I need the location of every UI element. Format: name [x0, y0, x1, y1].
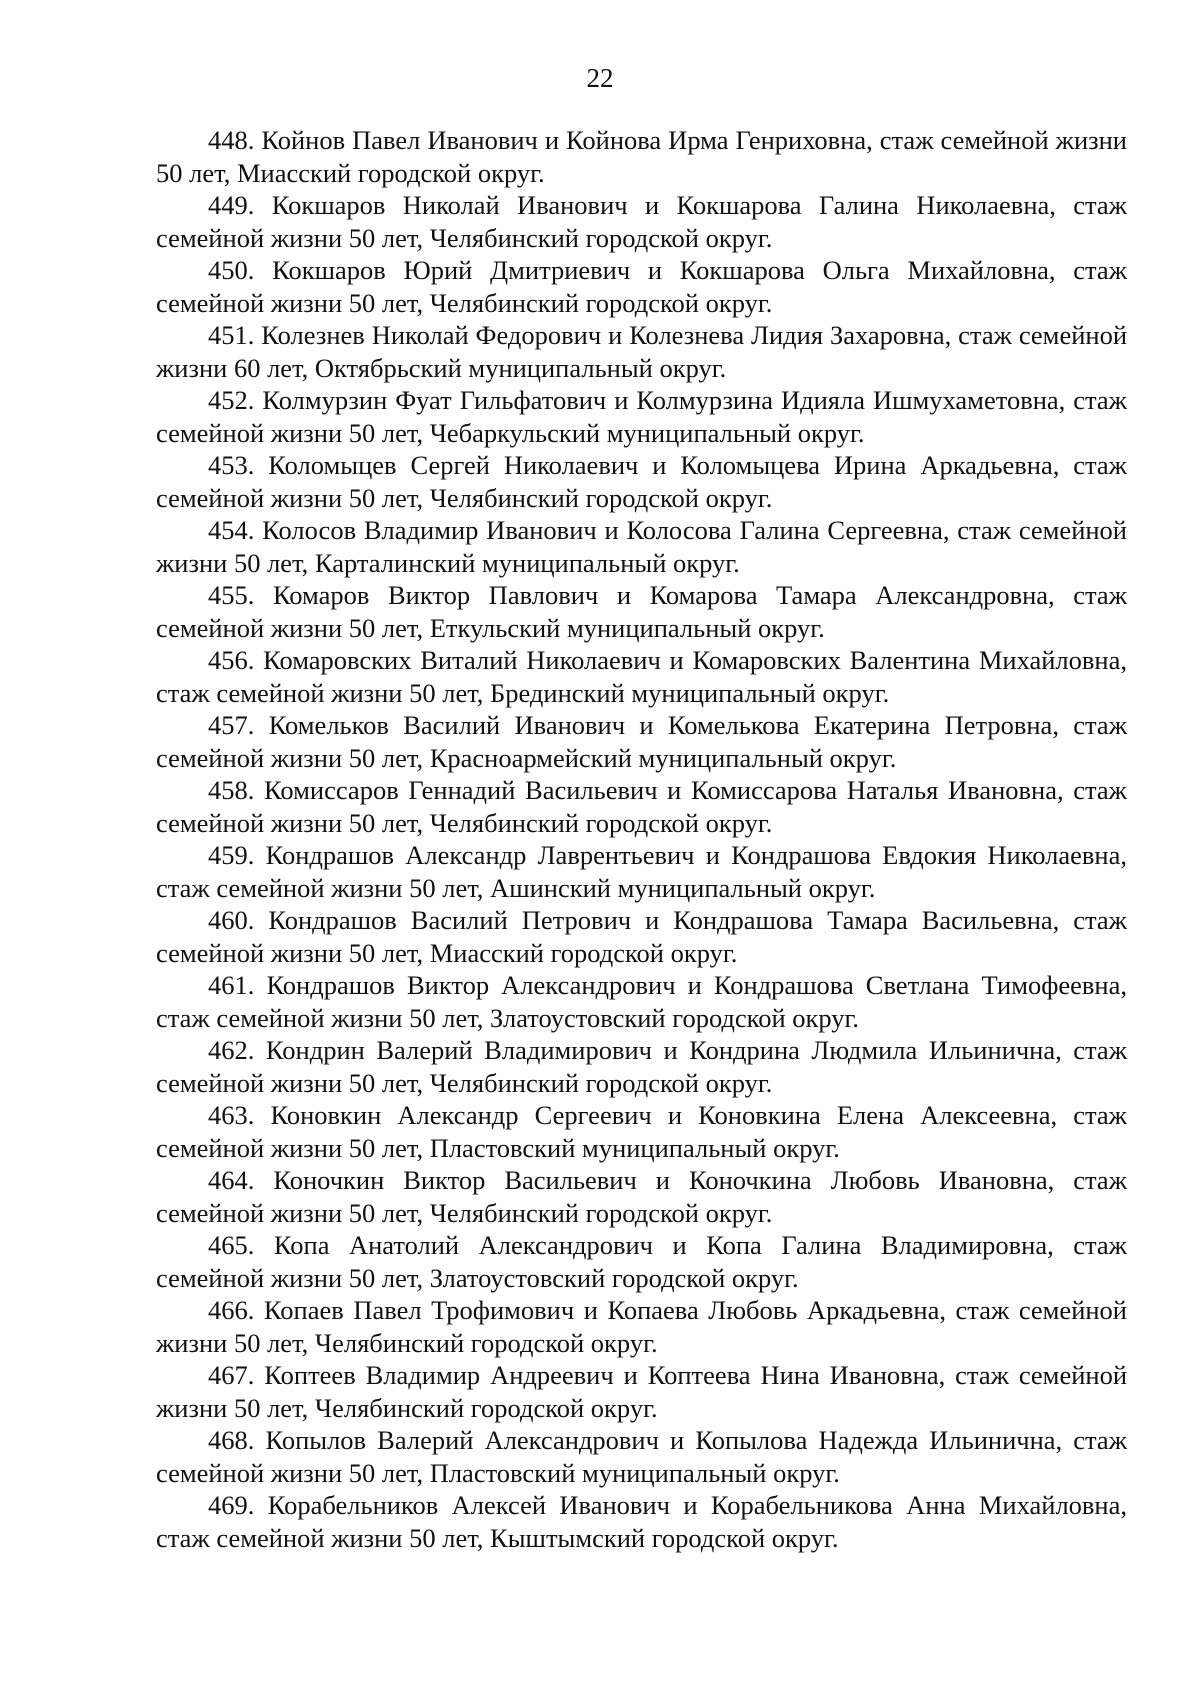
list-item: 468. Копылов Валерий Александрович и Копылова Надежда Ильинична, стаж семейной жизни 50 лет, Пластовский муниципальный округ. [156, 1425, 1127, 1488]
list-item: 466. Копаев Павел Трофимович и Копаева Любовь Аркадьевна, стаж семейной жизни 50 лет, Челябинский городской округ. [156, 1295, 1127, 1358]
list-item: 460. Кондрашов Василий Петрович и Кондрашова Тамара Васильевна, стаж семейной жизни 50 лет, Миасский городской округ. [156, 905, 1127, 968]
list-item: 461. Кондрашов Виктор Александрович и Кондрашова Светлана Тимофеевна, стаж семейной жизни 50 лет, Златоустовский городской округ. [156, 970, 1127, 1033]
list-item: 448. Койнов Павел Иванович и Койнова Ирма Генриховна, стаж семейной жизни 50 лет, Миасский городской округ. [156, 125, 1127, 188]
list-item: 464. Коночкин Виктор Васильевич и Коночкина Любовь Ивановна, стаж семейной жизни 50 лет, Челябинский городской округ. [156, 1165, 1127, 1228]
list-item: 462. Кондрин Валерий Владимирович и Кондрина Людмила Ильинична, стаж семейной жизни 50 лет, Челябинский городской округ. [156, 1035, 1127, 1098]
list-item: 454. Колосов Владимир Иванович и Колосова Галина Сергеевна, стаж семейной жизни 50 лет, Карталинский муниципальный округ. [156, 515, 1127, 578]
list-item: 451. Колезнев Николай Федорович и Колезнева Лидия Захаровна, стаж семейной жизни 60 лет, Октябрьский муниципальный округ. [156, 320, 1127, 383]
list-item: 450. Кокшаров Юрий Дмитриевич и Кокшарова Ольга Михайловна, стаж семейной жизни 50 лет, Челябинский городской округ. [156, 255, 1127, 318]
list-item: 463. Коновкин Александр Сергеевич и Коновкина Елена Алексеевна, стаж семейной жизни 50 лет, Пластовский муниципальный округ. [156, 1100, 1127, 1163]
list-item: 449. Кокшаров Николай Иванович и Кокшарова Галина Николаевна, стаж семейной жизни 50 лет, Челябинский городской округ. [156, 190, 1127, 253]
list-item: 452. Колмурзин Фуат Гильфатович и Колмурзина Идияла Ишмухаметовна, стаж семейной жизни 50 лет, Чебаркульский муниципальный округ. [156, 385, 1127, 448]
list-item: 457. Комельков Василий Иванович и Комелькова Екатерина Петровна, стаж семейной жизни 50 лет, Красноармейский муниципальный округ. [156, 710, 1127, 773]
list-item: 465. Копа Анатолий Александрович и Копа Галина Владимировна, стаж семейной жизни 50 лет, Златоустовский городской округ. [156, 1230, 1127, 1293]
list-item: 456. Комаровских Виталий Николаевич и Комаровских Валентина Михайловна, стаж семейной жизни 50 лет, Брединский муниципальный округ. [156, 645, 1127, 708]
page-number: 22 [586, 63, 614, 93]
list-item: 455. Комаров Виктор Павлович и Комарова Тамара Александровна, стаж семейной жизни 50 лет, Еткульский муниципальный округ. [156, 580, 1127, 643]
list-item: 467. Коптеев Владимир Андреевич и Коптеева Нина Ивановна, стаж семейной жизни 50 лет, Челябинский городской округ. [156, 1360, 1127, 1423]
list-item: 458. Комиссаров Геннадий Васильевич и Комиссарова Наталья Ивановна, стаж семейной жизни 50 лет, Челябинский городской округ. [156, 775, 1127, 838]
entry-list [156, 124, 1127, 1554]
list-item: 453. Коломыцев Сергей Николаевич и Коломыцева Ирина Аркадьевна, стаж семейной жизни 50 лет, Челябинский городской округ. [156, 450, 1127, 513]
list-item: 459. Кондрашов Александр Лаврентьевич и Кондрашова Евдокия Николаевна, стаж семейной жизни 50 лет, Ашинский муниципальный округ. [156, 840, 1127, 903]
list-item: 469. Корабельников Алексей Иванович и Корабельникова Анна Михайловна, стаж семейной жизни 50 лет, Кыштымский городской округ. [156, 1490, 1127, 1553]
